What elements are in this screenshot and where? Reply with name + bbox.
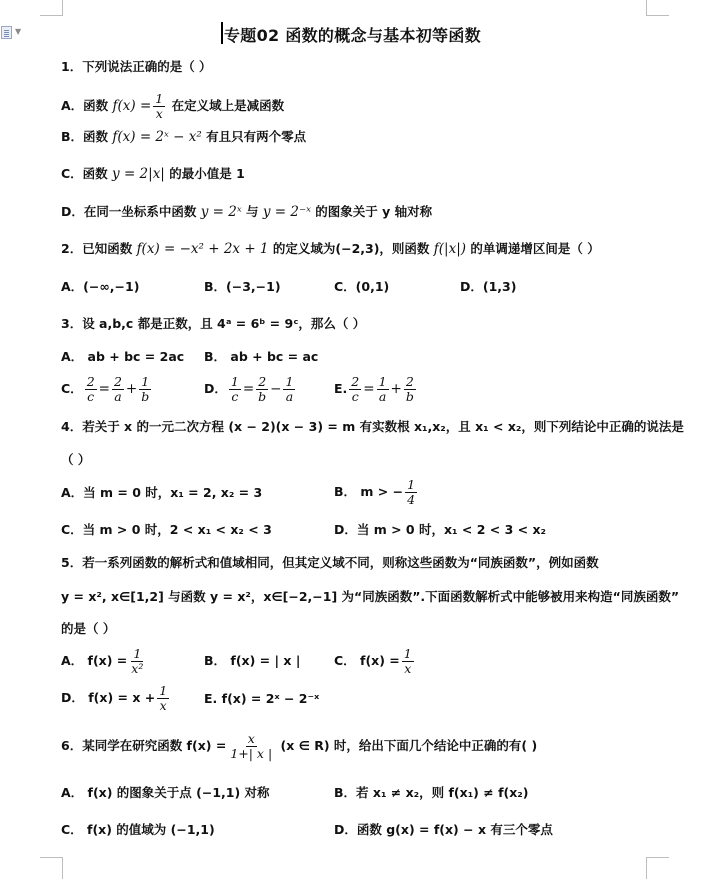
- q3-stem: 3．设 a,b,c 都是正数，且 4ᵃ = 6ᵇ = 9ᶜ，那么（ ）: [61, 316, 366, 331]
- q6-option-c: C． f(x) 的值域为 (−1,1): [61, 822, 215, 837]
- q1-option-b: B．函数 f(x) = 2ˣ − x² 有且只有两个零点: [61, 129, 307, 145]
- fraction: $\frac{x}{1+| x |}$: [230, 731, 273, 761]
- q5-stem-line-3: 的是（ ）: [61, 621, 116, 636]
- q4-stem: 4．若关于 x 的一元二次方程 (x − 2)(x − 3) = m 有实数根 x₁,x₂，且 x₁ < x₂，则下列结论中正确的说法是: [61, 419, 684, 434]
- q5-option-e: E. f(x) = 2ˣ − 2⁻ˣ: [204, 691, 320, 706]
- crop-mark-top-right-vertical: [646, 0, 647, 15]
- q5-option-a: A． f(x) = $\frac{1}{\text{x²}}$: [61, 646, 144, 676]
- q4-option-a: A．当 m = 0 时，x₁ = 2, x₂ = 3: [61, 485, 263, 500]
- fraction: $\frac{1}{4}$: [407, 477, 416, 507]
- q1-option-a: A．函数 f(x) = $\frac{1}{x}$ 在定义域上是减函数: [61, 91, 285, 121]
- q2-stem: 2．已知函数 f(x) = −x² + 2x + 1 的定义域为(−2,3)，则函数 f(|x|) 的单调递增区间是（ ）: [61, 241, 600, 257]
- fraction: $\frac{1}{b}$: [141, 374, 150, 404]
- q3-option-b: B． ab + bc = ac: [204, 349, 319, 364]
- q2-option-b: B．(−3,−1): [204, 279, 281, 294]
- text-cursor: [221, 22, 223, 44]
- q6-stem: 6．某同学在研究函数 f(x) = $\frac{x}{1+| x |}$ (x ∈ R) 时，给出下面几个结论中正确的有( ): [61, 731, 538, 761]
- q6-option-b: B．若 x₁ ≠ x₂，则 f(x₁) ≠ f(x₂): [334, 785, 529, 800]
- fraction: $\frac{2}{c}$: [86, 374, 95, 404]
- q5-option-b: B． f(x) = | x |: [204, 653, 301, 668]
- crop-mark-bottom-right-vertical: [646, 857, 647, 879]
- fraction: $\frac{1}{x}$: [155, 91, 164, 121]
- q4-option-b: B． m > − $\frac{1}{4}$: [334, 477, 416, 507]
- q2-option-d: D．(1,3): [460, 279, 517, 294]
- fraction: $\frac{1}{\text{x²}}$: [131, 646, 144, 676]
- q5-option-c: C． f(x) = $\frac{1}{x}$: [334, 646, 412, 676]
- q3-option-e: E. $\frac{2}{c}$ = $\frac{1}{a}$ + $\frac{2}{b}$: [334, 374, 414, 404]
- q5-stem-line-2: y = x², x∈[1,2] 与函数 y = x²，x∈[−2,−1] 为“同族函数”.下面函数解析式中能够被用来构造“同族函数”: [61, 589, 680, 604]
- q3-option-a: A． ab + bc = 2ac: [61, 349, 185, 364]
- q2-option-a: A．(−∞,−1): [61, 279, 140, 294]
- chevron-down-icon[interactable]: ▼: [15, 27, 22, 36]
- q4-blank: （ ）: [61, 452, 91, 467]
- q5-stem-line-1: 5．若一系列函数的解析式和值域相同，但其定义域不同，则称这些函数为“同族函数”，例如函数: [61, 555, 599, 570]
- fraction: $\frac{1}{x}$: [403, 646, 412, 676]
- page-title: 专题02 函数的概念与基本初等函数: [224, 26, 481, 45]
- fraction: $\frac{1}{c}$: [230, 374, 239, 404]
- q1-option-d: D．在同一坐标系中函数 y = 2ˣ 与 y = 2⁻ˣ 的图象关于 y 轴对称: [61, 204, 433, 220]
- q4-option-c: C．当 m > 0 时，2 < x₁ < x₂ < 3: [61, 522, 272, 537]
- fraction: $\frac{1}{x}$: [159, 683, 168, 713]
- q5-option-d: D． f(x) = x + $\frac{1}{x}$: [61, 683, 168, 713]
- q6-option-a: A． f(x) 的图象关于点 (−1,1) 对称: [61, 785, 270, 800]
- crop-mark-top-right-horizontal: [646, 15, 669, 16]
- crop-mark-top-left-horizontal: [40, 15, 63, 16]
- fraction: $\frac{1}{a}$: [285, 374, 294, 404]
- fraction: $\frac{2}{a}$: [113, 374, 122, 404]
- crop-mark-top-left-vertical: [62, 0, 63, 15]
- q3-option-c: C． $\frac{2}{c}$ = $\frac{2}{a}$ + $\frac{1}{b}$: [61, 374, 150, 404]
- crop-mark-bottom-left-horizontal: [40, 857, 63, 858]
- fraction: $\frac{1}{a}$: [378, 374, 387, 404]
- crop-mark-bottom-left-vertical: [62, 857, 63, 879]
- q2-option-c: C．(0,1): [334, 279, 390, 294]
- q1-option-c: C．函数 y = 2|x| 的最小值是 1: [61, 166, 245, 182]
- document-icon[interactable]: [1, 26, 12, 39]
- q6-option-d: D．函数 g(x) = f(x) − x 有三个零点: [334, 822, 553, 837]
- fraction: $\frac{2}{b}$: [258, 374, 267, 404]
- q1-stem: 1．下列说法正确的是（ ）: [61, 59, 212, 74]
- q4-option-d: D．当 m > 0 时，x₁ < 2 < 3 < x₂: [334, 522, 546, 537]
- fraction: $\frac{2}{c}$: [351, 374, 360, 404]
- fraction: $\frac{2}{b}$: [405, 374, 414, 404]
- q3-option-d: D． $\frac{1}{c}$ = $\frac{2}{b}$ − $\frac{1}{a}$: [204, 374, 294, 404]
- crop-mark-bottom-right-horizontal: [646, 857, 669, 858]
